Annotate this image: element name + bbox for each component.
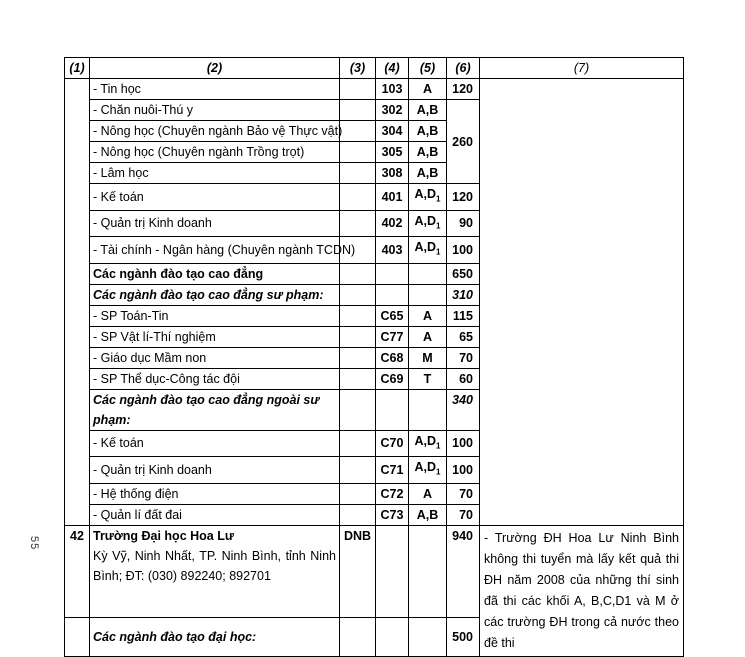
quota: 65 — [447, 326, 480, 347]
major-name: - Hệ thống điện — [90, 483, 340, 504]
exam-block: $A,D_1$ — [409, 184, 447, 211]
school-info — [90, 525, 340, 618]
section-label: Các ngành đào tạo cao đẳng — [90, 263, 340, 284]
quota: 120 — [447, 184, 480, 211]
major-name: - Quản trị Kinh doanh — [90, 457, 340, 484]
col1-blank — [65, 79, 90, 526]
exam-block: A — [409, 79, 447, 100]
col-header-2: (2) — [90, 58, 340, 79]
quota: 100 — [447, 457, 480, 484]
major-name: - SP Vật lí-Thí nghiệm — [90, 326, 340, 347]
major-name: - Kế toán — [90, 430, 340, 457]
major-code: C65 — [376, 305, 409, 326]
exam-block: A,B — [409, 163, 447, 184]
col-header-7: (7) — [480, 58, 684, 79]
major-name: - SP Thể dục-Công tác đội — [90, 368, 340, 389]
major-name: - SP Toán-Tin — [90, 305, 340, 326]
quota: 115 — [447, 305, 480, 326]
quota: 90 — [447, 210, 480, 237]
section-quota: 340 — [447, 389, 480, 430]
major-code: 302 — [376, 100, 409, 121]
major-code: 308 — [376, 163, 409, 184]
major-code: 305 — [376, 142, 409, 163]
exam-block: A,B — [409, 100, 447, 121]
section-label: Các ngành đào tạo cao đẳng sư phạm: — [90, 284, 340, 305]
school-note: - Trường ĐH Hoa Lư Ninh Bình không thi tuyển mà lấy kết quả thi ĐH năm 2008 của những thí sinh đã thi các khối A, B,C,D1 và M ở các trường ĐH trong cả nước theo đề thi — [480, 525, 684, 656]
notes-blank — [480, 79, 684, 526]
quota: 100 — [447, 237, 480, 264]
quota: 70 — [447, 347, 480, 368]
major-name: - Tin học — [90, 79, 340, 100]
exam-block: $A,D_1$ — [409, 457, 447, 484]
section-label: Các ngành đào tạo cao đẳng ngoài sư phạm: — [90, 389, 340, 430]
major-code: C77 — [376, 326, 409, 347]
col-header-4: (4) — [376, 58, 409, 79]
school-address: Kỳ Vỹ, Ninh Nhất, TP. Ninh Bình, tỉnh Ninh Bình; ĐT: (030) 892240; 892701 — [93, 548, 336, 583]
col-header-5: (5) — [409, 58, 447, 79]
major-code: C68 — [376, 347, 409, 368]
exam-block: $A,D_1$ — [409, 430, 447, 457]
major-code: 403 — [376, 237, 409, 264]
school-row — [65, 525, 684, 618]
major-code: C69 — [376, 368, 409, 389]
school-code: DNB — [340, 525, 376, 618]
major-code: C72 — [376, 483, 409, 504]
col-header-6: (6) — [447, 58, 480, 79]
major-code: 103 — [376, 79, 409, 100]
exam-block: A,B — [409, 142, 447, 163]
major-name: - Tài chính - Ngân hàng (Chuyên ngành TCDN) — [90, 237, 340, 264]
major-code: 304 — [376, 121, 409, 142]
major-name: - Lâm học — [90, 163, 340, 184]
quota: 70 — [447, 483, 480, 504]
section-label: Các ngành đào tạo đại học: — [90, 618, 340, 656]
major-name: - Giáo dục Mầm non — [90, 347, 340, 368]
quota: 60 — [447, 368, 480, 389]
exam-block: T — [409, 368, 447, 389]
table-row — [65, 79, 684, 100]
school-quota: 940 — [447, 525, 480, 618]
quota: 260 — [447, 100, 480, 184]
major-code: C73 — [376, 504, 409, 525]
major-name: - Quản lí đất đai — [90, 504, 340, 525]
admissions-table-page — [64, 57, 683, 650]
page-number: 55 — [28, 536, 40, 551]
admissions-table — [64, 57, 684, 657]
quota: 100 — [447, 430, 480, 457]
exam-block: A,B — [409, 121, 447, 142]
quota: 120 — [447, 79, 480, 100]
major-name: - Quản trị Kinh doanh — [90, 210, 340, 237]
major-code: C70 — [376, 430, 409, 457]
exam-block: $A,D_1$ — [409, 237, 447, 264]
col-header-1: (1) — [65, 58, 90, 79]
major-name: - Chăn nuôi-Thú y — [90, 100, 340, 121]
exam-block: M — [409, 347, 447, 368]
school-name: Trường Đại học Hoa Lư — [93, 528, 234, 543]
exam-block: A — [409, 483, 447, 504]
school-number: 42 — [65, 525, 90, 618]
header-row — [65, 58, 684, 79]
major-name: - Nông học (Chuyên ngành Trồng trọt) — [90, 142, 340, 163]
exam-block: A — [409, 305, 447, 326]
section-quota: 500 — [447, 618, 480, 656]
exam-block: $A,D_1$ — [409, 210, 447, 237]
major-name: - Nông học (Chuyên ngành Bảo vệ Thực vật) — [90, 121, 340, 142]
major-name: - Kế toán — [90, 184, 340, 211]
major-code: 401 — [376, 184, 409, 211]
exam-block: A,B — [409, 504, 447, 525]
major-code: 402 — [376, 210, 409, 237]
section-quota: 310 — [447, 284, 480, 305]
quota: 70 — [447, 504, 480, 525]
exam-block: A — [409, 326, 447, 347]
col-header-3: (3) — [340, 58, 376, 79]
section-quota: 650 — [447, 263, 480, 284]
major-code: C71 — [376, 457, 409, 484]
